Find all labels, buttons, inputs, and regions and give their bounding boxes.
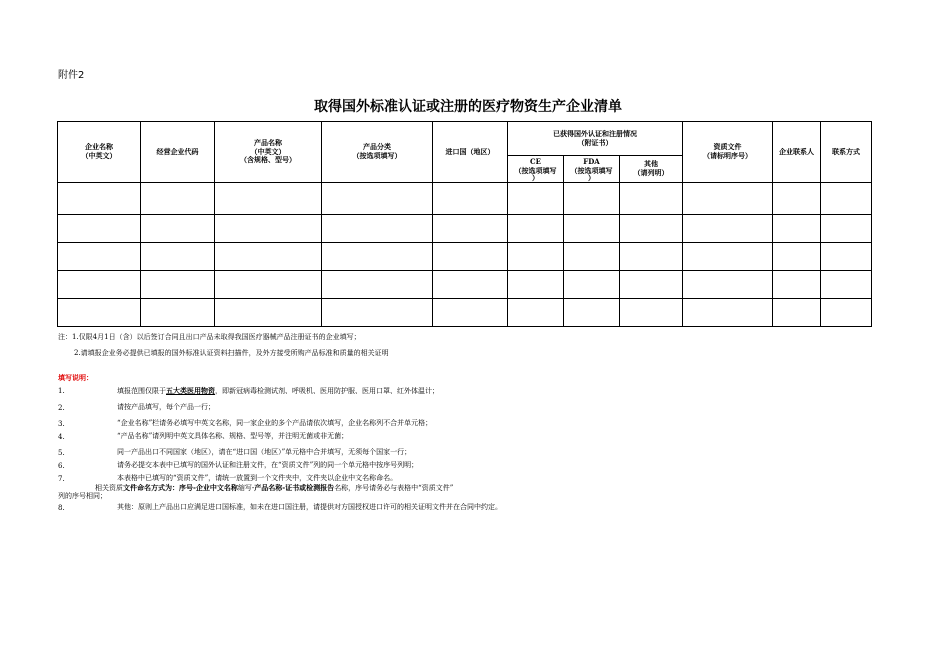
instr-item-5: 同一产品出口不同国家（地区），请在“进口国（地区）”单元格中合并填写，无须每个国家一行； [117, 448, 412, 456]
table-cell[interactable] [433, 215, 508, 243]
note-1: 注：1.仅限4月1日（含）以后签订合同且出口产品未取得我国医疗器械产品注册证书的企业填写； [58, 333, 361, 341]
instr-item-3: “企业名称”栏请务必填写中英文名称，同一家企业的多个产品请依次填写，企业名称列不合并单元格； [117, 419, 433, 427]
header-contact-person: 企业联系人 [773, 122, 821, 183]
table-row [58, 243, 872, 271]
header-contact-method: 联系方式 [821, 122, 872, 183]
table-cell[interactable] [773, 243, 821, 271]
table-cell[interactable] [683, 299, 773, 327]
header-cert-group: 已获得国外认证和注册情况 （附证书） [508, 122, 683, 156]
header-other: 其他 （请列明） [620, 156, 683, 183]
header-product-name: 产品名称 （中英文） （含规格、型号） [215, 122, 322, 183]
instr-num-2: 2. [58, 404, 65, 412]
instr-item-6: 请务必提交本表中已填写的国外认证和注册文件，在“资质文件”列的同一个单元格中按序号列明； [117, 461, 419, 469]
table-cell[interactable] [620, 215, 683, 243]
table-cell[interactable] [508, 183, 564, 215]
header-company-name: 企业名称 （中英文） [58, 122, 141, 183]
table-cell[interactable] [564, 243, 620, 271]
page-title: 取得国外标准认证或注册的医疗物资生产企业清单 [314, 99, 622, 115]
table-cell[interactable] [564, 215, 620, 243]
instr-num-3: 3. [58, 420, 65, 428]
table-cell[interactable] [215, 243, 322, 271]
table-cell[interactable] [141, 243, 215, 271]
table-cell[interactable] [683, 271, 773, 299]
instr-num-8: 8. [58, 504, 65, 512]
table-cell[interactable] [508, 271, 564, 299]
enterprise-list-table [57, 121, 872, 327]
table-row [58, 215, 872, 243]
table-cell[interactable] [322, 183, 433, 215]
table-cell[interactable] [141, 271, 215, 299]
header-fda: FDA （按选项填写 ） [564, 156, 620, 183]
table-cell[interactable] [773, 299, 821, 327]
instr-item-1: 填报范围仅限于五大类医用物资，即新冠病毒检测试剂、呼吸机、医用防护服、医用口罩、红外体温计； [117, 386, 439, 395]
header-product-category: 产品分类 （按选项填写） [322, 122, 433, 183]
table-cell[interactable] [433, 299, 508, 327]
table-cell[interactable] [773, 183, 821, 215]
table-cell[interactable] [322, 215, 433, 243]
table-cell[interactable] [821, 271, 872, 299]
table-cell[interactable] [58, 215, 141, 243]
table-cell[interactable] [821, 215, 872, 243]
instr-item-4: “产品名称”请列明中英文具体名称、规格、型号等，并注明无菌或非无菌； [117, 432, 349, 440]
table-cell[interactable] [620, 183, 683, 215]
table-cell[interactable] [683, 243, 773, 271]
table-cell[interactable] [215, 215, 322, 243]
table-cell[interactable] [58, 183, 141, 215]
header-import-country: 进口国（地区） [433, 122, 508, 183]
table-cell[interactable] [141, 215, 215, 243]
header-qualification: 资质文件 （请标明序号） [683, 122, 773, 183]
instr-item-7: 本表格中已填写的“资质文件”，请统一放置到一个文件夹中，文件夹以企业中文名称命名。 [117, 474, 398, 482]
table-cell[interactable] [683, 183, 773, 215]
table-cell[interactable] [58, 271, 141, 299]
table-row [58, 299, 872, 327]
table-cell[interactable] [564, 271, 620, 299]
table-cell[interactable] [564, 299, 620, 327]
table-cell[interactable] [620, 271, 683, 299]
table-cell[interactable] [141, 183, 215, 215]
table-cell[interactable] [58, 243, 141, 271]
header-ce: CE （按选项填写 ） [508, 156, 564, 183]
table-cell[interactable] [322, 299, 433, 327]
instr-item-7-cont: 列的序号相同； [58, 492, 107, 500]
table-cell[interactable] [508, 215, 564, 243]
table-cell[interactable] [508, 299, 564, 327]
table-cell[interactable] [433, 243, 508, 271]
header-credit-code: 经营企业代码 [141, 122, 215, 183]
table-cell[interactable] [215, 299, 322, 327]
instr-num-6: 6. [58, 462, 65, 470]
table-cell[interactable] [215, 271, 322, 299]
table-cell[interactable] [58, 299, 141, 327]
instr-item-2: 请按产品填写，每个产品一行； [117, 403, 215, 411]
table-cell[interactable] [508, 243, 564, 271]
table-cell[interactable] [620, 299, 683, 327]
note-2: 2.请填报企业务必提供已填报的国外标准认证资料扫描件，及外方接受所购产品标准和质量的相关证明 [74, 349, 389, 357]
table-cell[interactable] [564, 183, 620, 215]
table-cell[interactable] [215, 183, 322, 215]
table-cell[interactable] [773, 215, 821, 243]
table-cell[interactable] [322, 243, 433, 271]
table-cell[interactable] [821, 299, 872, 327]
instr-item-7-naming: 相关资质文件命名方式为：序号-企业中文名称缩写-产品名称-证书或检测报告名称，序号请务必与表格中“资质文件” [95, 483, 454, 492]
table-cell[interactable] [141, 299, 215, 327]
instr-num-7: 7. [58, 475, 65, 483]
table-cell[interactable] [683, 215, 773, 243]
table-cell[interactable] [322, 271, 433, 299]
table-cell[interactable] [433, 183, 508, 215]
instr-item-8: 其他：原则上产品出口应满足进口国标准，如未在进口国注册，请提供对方国授权进口许可的相关证明文件并在合同中约定。 [117, 503, 502, 511]
attachment-label: 附件2 [58, 70, 85, 81]
instr-num-4: 4. [58, 433, 65, 441]
instr-num-5: 5. [58, 449, 65, 457]
table-row [58, 183, 872, 215]
instructions-heading: 填写说明： [58, 373, 93, 382]
table-cell[interactable] [433, 271, 508, 299]
table-row [58, 271, 872, 299]
table-cell[interactable] [773, 271, 821, 299]
table-cell[interactable] [821, 243, 872, 271]
instr-num-1: 1. [58, 387, 65, 395]
table-cell[interactable] [821, 183, 872, 215]
table-cell[interactable] [620, 243, 683, 271]
